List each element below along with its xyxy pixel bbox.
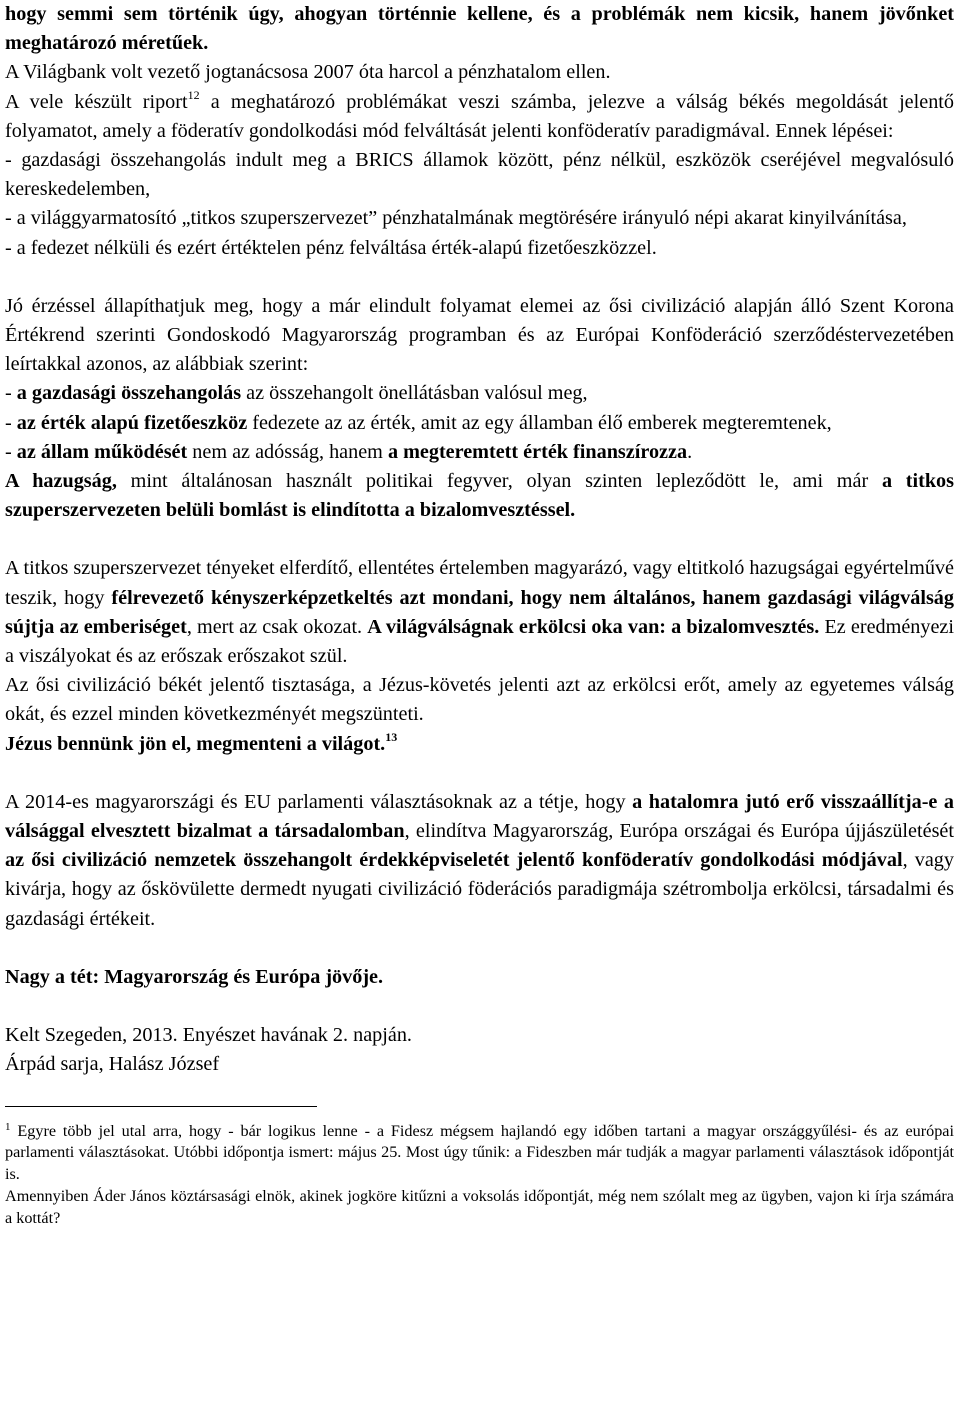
stakes-heading [5,963,954,992]
spacer [5,525,954,554]
text: , vagy kivárja, hogy az őskövülette dermedt nyugati civilizáció föderációs paradigmája szétrombolja erkölcsi, társadalmi és gazdasági értékeit. [5,849,954,930]
footnote-ref-13[interactable]: 13 [385,729,398,744]
crisis-text [5,554,954,671]
dash: - [5,411,17,434]
spacer [5,759,954,788]
footnote-ref-12[interactable]: 12 [187,87,200,102]
worldbank-line: A Világbank volt vezető jogtanácsosa 2007 óta harcol a pénzhatalom ellen. [5,61,611,84]
footnote-number: 1 [5,1120,11,1133]
bold-phrase: az ősi civilizáció nemzetek összehangolt érdekképviseletét jelentő konföderatív gondolkodási módjával [5,849,903,872]
spacer [5,992,954,1021]
jesus-line [5,730,954,759]
dash: - [5,382,17,405]
report-text-rest: a meghatározó problémákat veszi számba, jelezve a válság békés megoldását jelentő folyamatot, amely a föderatív gondolkodási mód felváltását jelenti konföderatív paradigmával. Ennek lépései: [5,90,954,142]
list-item-brics: - gazdasági összehangolás indult meg a BRICS államok között, pénz nélkül, eszközök cseréjével megvalósuló kereskedelemben, [5,149,954,201]
item-text: nem az adósság, hanem [187,440,388,463]
text: , mert az csak okozat. [186,615,368,638]
item-text: . [687,440,693,463]
spacer [5,934,954,963]
bold-phrase: Jézus bennünk jön el, megmenteni a világot. [5,732,386,755]
opening-line [5,0,954,58]
footnote-1-continued: Amennyiben Áder János köztársasági elnök, akinek jogköre kitűzni a voksolás időpontját, még nem szólalt meg az ügyben, vajon ki írja számára a kottát? [5,1187,954,1228]
item-text: fedezete az az érték, amit az egy államban élő emberek megteremtenek, [247,411,832,434]
text: , elindítva Magyarország, Európa országai és Európa újjászületését [404,820,954,843]
footnote-text: Egyre több jel utal arra, hogy - bár logikus lenne - a Fidesz mégsem hajlandó egy időben tartani a magyar országgyűlési- és az európai parlamenti választásokat. Utóbbi időpontja ismert: május 25. Most úgy tűnik: a Fideszben már tudják a magyar parlamenti választások időpontját is. [5,1121,954,1184]
program-intro: Jó érzéssel állapíthatjuk meg, hogy a már elindult folyamat elemei az ősi civilizáció alapján álló Szent Korona Értékrend szerinti Gondoskodó Magyarország programban és az Európai Konföderáció szerződéstervezetében leírtakkal azonos, az alábbiak szerint: [5,294,954,376]
list-item-value-money: - a fedezet nélküli és ezért értéktelen pénz felváltása érték-alapú fizetőeszközzel. [5,236,657,259]
paragraph-brics [5,0,954,263]
dash: - [5,440,17,463]
bold-phrase: a hatalomra jutó erő visszaállítja-e a válsággal elvesztett bizalmat a társadalomban [5,790,954,843]
election-text [5,788,954,934]
bold-phrase: a megteremtett érték finanszírozza [387,440,688,463]
opening-bold-text: hogy semmi sem történik úgy, ahogyan történnie kellene, és a problémák nem kicsik, hanem jövőnket meghatározó méretűek. [5,3,954,55]
paragraph-crisis [5,554,954,758]
footnote [5,1121,954,1231]
bold-phrase: az állam működését [16,440,188,463]
text: A titkos szuperszervezet tényeket elferdítő, ellentétes értelemben magyarázó, vagy eltitkoló hazugságai egyértelművé teszik, hogy [5,557,954,609]
footnote-divider [5,1106,317,1107]
civilization-text: Az ősi civilizáció békét jelentő tisztasága, a Jézus-követés jelenti azt az erkölcsi erőt, amely az egyetemes válság okát, és ezzel minden következményét megszünteti. [5,674,954,726]
lie-sentence [5,467,954,525]
bold-phrase: A hazugság, [5,470,117,493]
item-text: az összehangolt önellátásban valósul meg, [241,382,588,405]
paragraph-election [5,788,954,934]
list-item-popular-will: - a világgyarmatosító „titkos szuperszervezet” pénzhatalmának megtörésére irányuló népi akarat kinyilvánítása, [5,207,907,230]
item-text: mint általánosan használt politikai fegyver, olyan szinten lepleződött le, ami már [116,470,882,493]
bold-phrase: A világválságnak erkölcsi oka van: a bizalomvesztés. [367,615,820,638]
text: A 2014-es magyarországi és EU parlamenti választásoknak az a tétje, hogy [5,790,633,813]
report-text-start: A vele készült riport [5,90,188,113]
author-signature: Árpád sarja, Halász József [5,1053,220,1076]
paragraph-program [5,292,954,526]
text: Ez eredményezi a viszályokat és az erőszak erőszakot szül. [5,615,954,668]
list-item-coordination [5,379,954,408]
bold-phrase: a gazdasági összehangolás [16,382,242,405]
bold-phrase: a titkos szuperszervezeten belüli bomlást is elindította a bizalomvesztéssel. [5,470,955,522]
list-item-currency [5,409,954,438]
footnote-1 [5,1121,954,1187]
bold-phrase: félrevezető kényszerképzetkeltés azt mondani, hogy nem általános, hanem gazdasági világválság sújtja az emberiséget [5,586,954,638]
list-item-state [5,438,954,467]
spacer [5,263,954,292]
report-text [5,88,954,146]
place-date: Kelt Szegeden, 2013. Enyészet havának 2. napján. [5,1024,412,1047]
bold-phrase: az érték alapú fizetőeszköz [16,411,248,434]
bold-phrase: Nagy a tét: Magyarország és Európa jövője. [5,965,384,988]
